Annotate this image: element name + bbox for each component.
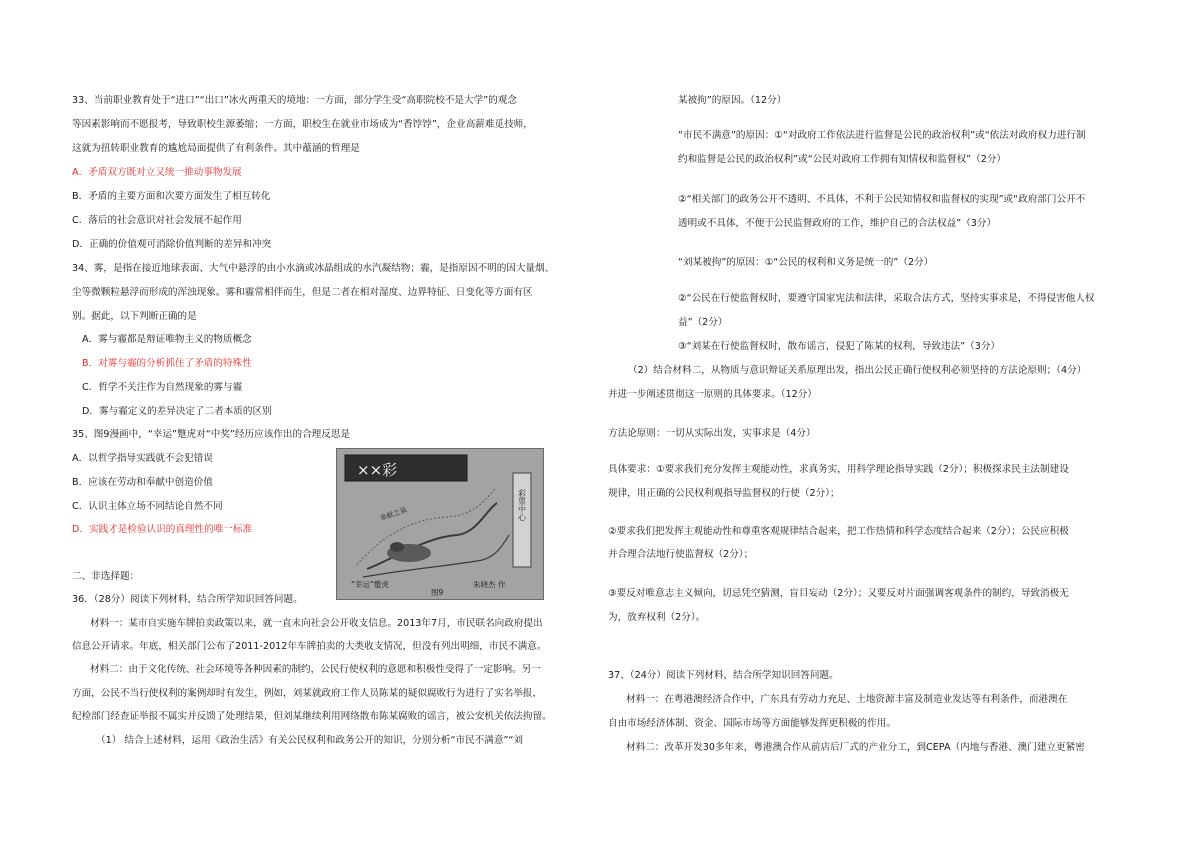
q34-stem-line-3: 别。据此，以下判断正确的是 bbox=[72, 311, 197, 322]
answer-1-line-1: “市民不满意”的原因：①“对政府工作依法进行监督是公民的政治权利”或“依法对政府权力进行制 bbox=[678, 130, 1086, 141]
q35-option-c: C．认识主体立场不同结论自然不同 bbox=[72, 501, 223, 512]
figure-vertical-label: 彩票中心 bbox=[517, 489, 527, 521]
section-2-heading: 二、非选择题： bbox=[72, 571, 140, 582]
q36-sub-question-2-line-2: 并进一步阐述贯彻这一原则的具体要求。（12分） bbox=[608, 389, 817, 400]
q34-option-a: A．雾与霾都是辩证唯物主义的物质概念 bbox=[82, 334, 252, 345]
method-principle: 方法论原则：一切从实际出发，实事求是（4分） bbox=[608, 428, 816, 439]
figure-title: ××彩 bbox=[357, 461, 398, 479]
q36-sub-question-1: （1） 结合上述材料，运用《政治生活》有关公民权利和政务公开的知识，分别分析“市民不满意”“刘 bbox=[96, 735, 524, 746]
answer-5: ③“刘某在行使监督权时，散布谣言，侵犯了陈某的权利，导致违法”（3分） bbox=[678, 341, 1001, 352]
requirement-1-line-1: 具体要求：①要求我们充分发挥主观能动性，求真务实，用科学理论指导实践（2分）；积极探求民主法制建设 bbox=[608, 464, 1069, 475]
q37-material-1-line-2: 自由市场经济体制、资金、国际市场等方面能够发挥更积极的作用。 bbox=[608, 718, 896, 729]
q34-stem-line-1: 34、雾，是指在接近地球表面、大气中悬浮的由小水滴或冰晶组成的水汽凝结物；霾，是指原因不明的因大量烟、 bbox=[72, 263, 555, 274]
requirement-2-line-1: ②要求我们把发挥主观能动性和尊重客观规律结合起来，把工作热情和科学态度结合起来（2分）；公民应积极 bbox=[608, 526, 1069, 537]
answer-3: “刘某被拘”的原因：①“公民的权利和义务是统一的”（2分） bbox=[678, 257, 934, 268]
answer-2-line-2: 透明或不具体，不便于公民监督政府的工作，维护自己的合法权益”（3分） bbox=[678, 218, 997, 229]
q33-stem-line-1: 33、当前职业教育处于“进口”“出口”冰火两重天的境地：一方面，部分学生受“高职院校不是大学”的观念 bbox=[72, 95, 517, 106]
figure-caption: 图9 bbox=[431, 588, 444, 597]
q36-material-2-line-3: 纪检部门经查证举报不属实并反馈了处理结果，但刘某继续利用网络散布陈某腐败的谣言，被公安机关依法拘留。 bbox=[72, 711, 552, 722]
q35-option-a: A．以哲学指导实践就不会犯错误 bbox=[72, 453, 213, 464]
q35-stem: 35、图9漫画中，“幸运”蹩虎对“中奖”经历应该作出的合理反思是 bbox=[72, 429, 351, 440]
q36-material-1-line-2: 信息公开请求。年底，相关部门公布了2011-2012年车牌拍卖的大类收支情况，但没有列出明细，市民不满意。 bbox=[72, 641, 547, 652]
q36-material-1-line-1: 材料一：某市自实施车牌拍卖政策以来，就一直未向社会公开收支信息。2013年7月，市民联名向政府提出 bbox=[90, 618, 543, 629]
q34-stem-line-2: 尘等微颗粒悬浮而形成的浑浊现象。雾和霾常相伴而生，但是二者在相对湿度、边界特征、日变化等方面有区 bbox=[72, 287, 533, 298]
requirement-3-line-2: 为，放弃权利（2分）。 bbox=[608, 612, 706, 623]
q34-option-d: D．雾与霾定义的差异决定了二者本质的区别 bbox=[82, 406, 272, 417]
q35-option-d: D．实践才是检验认识的真理性的唯一标准 bbox=[72, 524, 253, 535]
q33-option-c: C．落后的社会意识对社会发展不起作用 bbox=[72, 215, 242, 226]
requirement-1-line-2: 规律，用正确的公民权利观指导监督权的行使（2分）； bbox=[608, 488, 840, 499]
q36-heading: 36．（28分）阅读下列材料，结合所学知识回答问题。 bbox=[72, 594, 303, 605]
q36-sub-question-2-line-1: （2）结合材料二，从物质与意识辩证关系原理出发，指出公民正确行使权利必须坚持的方法论原则；（4分） bbox=[628, 365, 1087, 376]
q36-sub1-continuation: 某被拘”的原因。（12分） bbox=[678, 95, 787, 106]
q34-option-b: B．对雾与霾的分析抓住了矛盾的特殊性 bbox=[82, 358, 252, 369]
q37-material-2-line-1: 材料二：改革开发30多年来，粤港澳合作从前店后厂式的产业分工，到CEPA（内地与香港、澳门建立更紧密 bbox=[626, 742, 1085, 753]
figure-author: 朱晓杰 作 bbox=[473, 580, 506, 589]
answer-4-line-1: ②“公民在行使监督权时，要遵守国家宪法和法律，采取合法方式，坚持实事求是，不得侵害他人权 bbox=[678, 293, 1095, 304]
answer-2-line-1: ②“相关部门的政务公开不透明、不具体，不利于公民知情权和监督权的实现”或“政府部门公开不 bbox=[678, 194, 1086, 205]
q37-heading: 37、（24分）阅读下列材料，结合所学知识回答问题。 bbox=[608, 670, 839, 681]
q35-option-b: B．应该在劳动和奉献中创造价值 bbox=[72, 477, 213, 488]
figure-9-cartoon bbox=[336, 448, 544, 600]
answer-1-line-2: 约和监督是公民的政治权利”或“公民对政府工作拥有知情权和监督权”（2分） bbox=[678, 154, 1007, 165]
q33-stem-line-3: 这就为扭转职业教育的尴尬局面提供了有利条件。其中蕴涵的哲理是 bbox=[72, 143, 360, 154]
figure-left-label: 奉献之泉 bbox=[378, 505, 408, 523]
requirement-2-line-2: 并合理合法地行使监督权（2分）； bbox=[608, 549, 754, 560]
figure-bottom-label: “幸运”蹩虎 bbox=[351, 580, 389, 589]
q33-option-b: B．矛盾的主要方面和次要方面发生了相互转化 bbox=[72, 191, 271, 202]
requirement-3-line-1: ③要反对唯意志主义倾向，切忌凭空猜测，盲目妄动（2分）；又要反对片面强调客观条件的制约，导致消极无 bbox=[608, 588, 1069, 599]
q37-material-1-line-1: 材料一：在粤港澳经济合作中，广东具有劳动力充足、土地资源丰富及制造业发达等有利条件，而港澳在 bbox=[626, 694, 1068, 705]
q36-material-2-line-1: 材料二：由于文化传统、社会环境等各种因素的制约，公民行使权利的意愿和积极性受得了一定影响。另一 bbox=[90, 664, 541, 675]
q33-option-a: A．矛盾双方既对立又统一推动事物发展 bbox=[72, 167, 242, 178]
q34-option-c: C．哲学不关注作为自然现象的雾与霾 bbox=[82, 382, 243, 393]
answer-4-line-2: 益”（2分） bbox=[678, 317, 728, 328]
q36-material-2-line-2: 方面，公民不当行使权利的案例却时有发生，例如，刘某就政府工作人员陈某的疑似腐败行为进行了实名举报， bbox=[72, 688, 543, 699]
q33-option-d: D．正确的价值观可消除价值判断的差异和冲突 bbox=[72, 239, 272, 250]
q33-stem-line-2: 等因素影响而不愿报考，导致职校生源萎缩；一方面，职校生在就业市场成为“香饽饽”，企业高薪难觅技师， bbox=[72, 119, 533, 130]
